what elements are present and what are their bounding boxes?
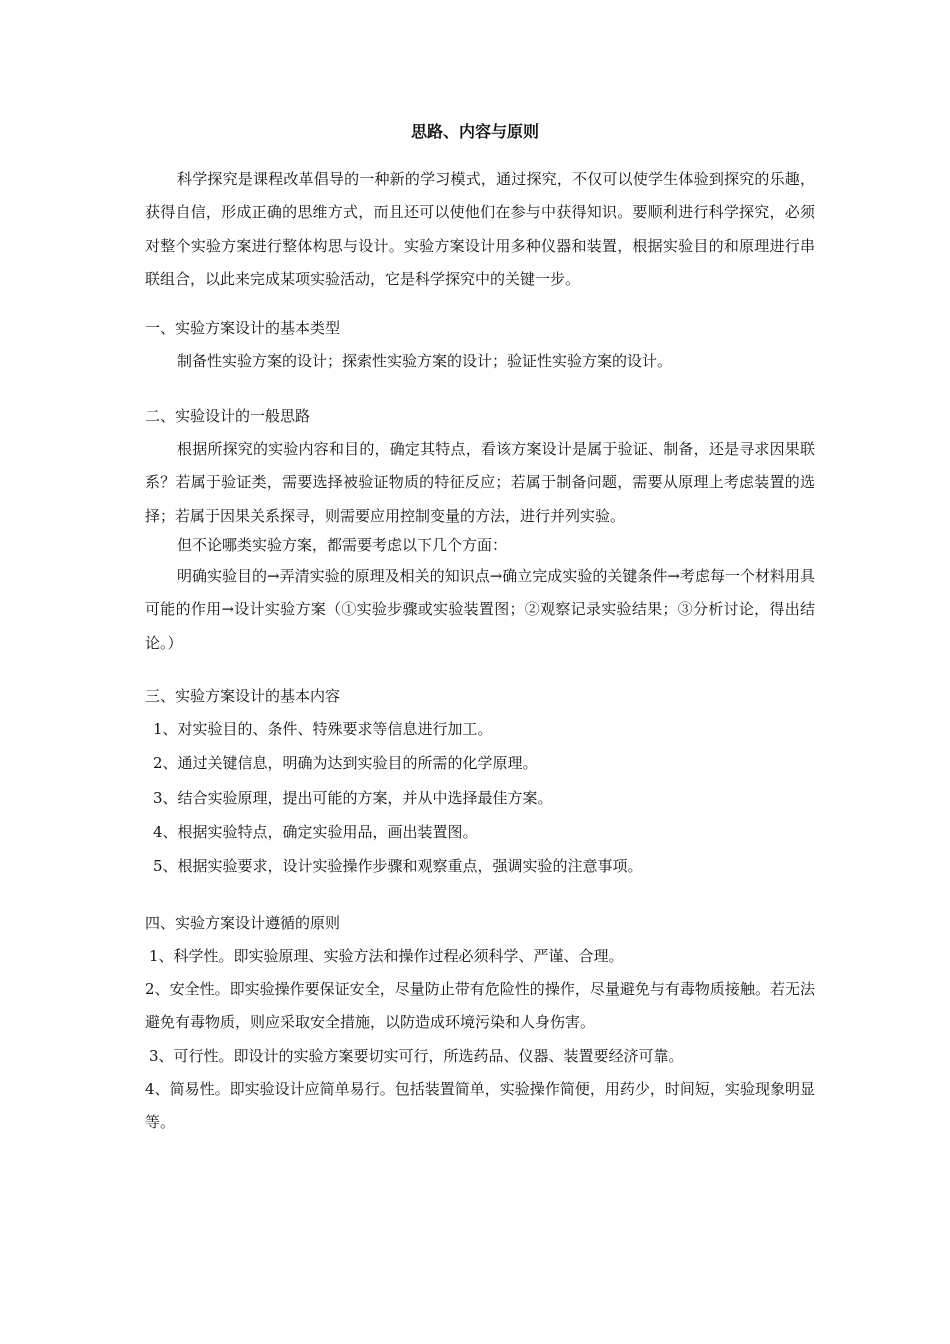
- document-title: 思路、内容与原则: [410, 122, 539, 141]
- section-3-item-5: 5、根据实验要求，设计实验操作步骤和观察重点，强调实验的注意事项。: [153, 857, 643, 875]
- section-2-heading: 二、实验设计的一般思路: [145, 407, 311, 425]
- section-2-paragraph-1: 根据所探究的实验内容和目的，确定其特点，看该方案设计是属于验证、制备，还是寻求因果联系？若属于验证类，需要选择被验证物质的特征反应；若属于制备问题，需要从原理上考虑装置的选择；若属于因果关系探寻，则需要应用控制变量的方法，进行并列实验。: [145, 440, 815, 525]
- section-4-item-1: 1、科学性。即实验原理、实验方法和操作过程必须科学、严谨、合理。: [149, 947, 624, 965]
- section-4-item-4-text: 4、简易性。即实验设计应简单易行。包括装置简单，实验操作简便，用药少，时间短，实验现象明显等。: [145, 1080, 815, 1132]
- section-4-item-4: [145, 1073, 815, 1140]
- section-3-item-2: 2、通过关键信息，明确为达到实验目的所需的化学原理。: [153, 754, 538, 772]
- section-4-item-2-text: 2、安全性。即实验操作要保证安全，尽量防止带有危险性的操作，尽量避免与有毒物质接触。若无法避免有毒物质，则应采取安全措施，以防造成环境污染和人身伤害。: [145, 980, 815, 1032]
- section-4-item-2: [145, 973, 815, 1040]
- section-2-paragraph-3: 明确实验目的→弄清实验的原理及相关的知识点→确立完成实验的关键条件→考虑每一个材料用具可能的作用→设计实验方案（①实验步骤或实验装置图；②观察记录实验结果；③分析讨论，得出结论。）: [145, 567, 815, 652]
- section-3-item-4: 4、根据实验特点，确定实验用品，画出装置图。: [153, 823, 478, 841]
- section-3-heading: 三、实验方案设计的基本内容: [145, 687, 341, 705]
- intro-paragraph: 科学探究是课程改革倡导的一种新的学习模式，通过探究，不仅可以使学生体验到探究的乐趣，获得自信，形成正确的思维方式，而且还可以使他们在参与中获得知识。要顺利进行科学探究，必须对整个实验方案进行整体构思与设计。实验方案设计用多种仪器和装置，根据实验目的和原理进行串联组合，以此来完成某项实验活动，它是科学探究中的关键一步。: [145, 170, 815, 288]
- section-3-item-1: 1、对实验目的、条件、特殊要求等信息进行加工。: [153, 720, 493, 738]
- section-1-heading: 一、实验方案设计的基本类型: [145, 319, 341, 337]
- section-1-body: 制备性实验方案的设计；探索性实验方案的设计；验证性实验方案的设计。: [177, 352, 673, 370]
- section-2-paragraph-2: 但不论哪类实验方案，都需要考虑以下几个方面：: [177, 536, 508, 554]
- section-4-item-3: 3、可行性。即设计的实验方案要切实可行，所选药品、仪器、装置要经济可靠。: [149, 1047, 684, 1065]
- section-3-item-3: 3、结合实验原理，提出可能的方案，并从中选择最佳方案。: [153, 789, 553, 807]
- section-4-heading: 四、实验方案设计遵循的原则: [145, 914, 341, 932]
